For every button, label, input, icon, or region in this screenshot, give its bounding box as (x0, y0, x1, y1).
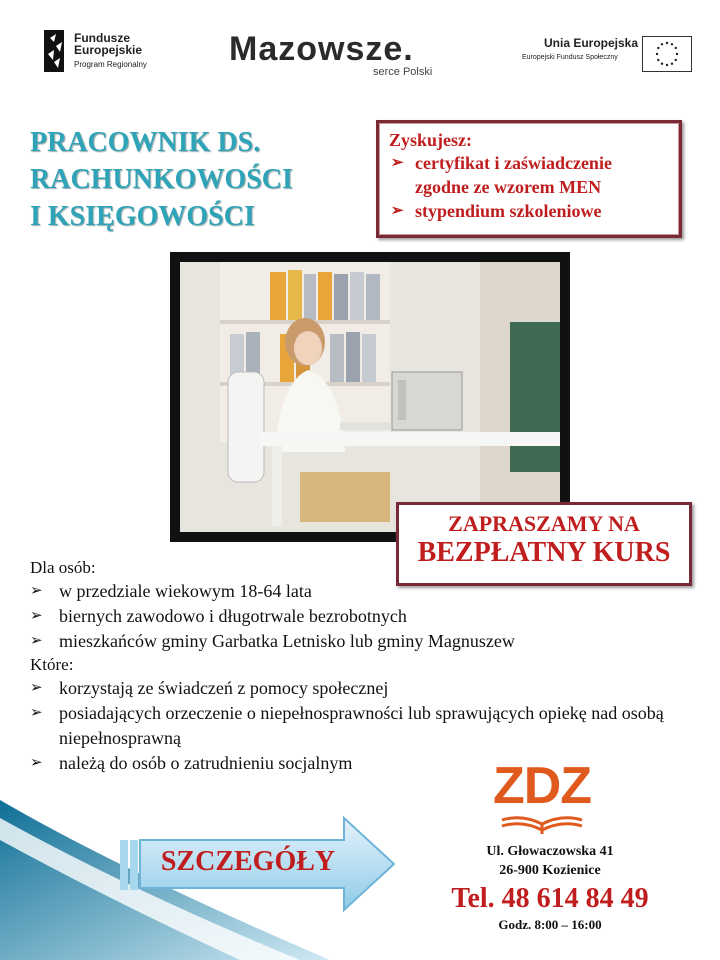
bullet-arrow-icon: ➢ (30, 583, 43, 599)
invite-line-2: BEZPŁATNY KURS (417, 537, 671, 568)
open-book-icon (500, 814, 584, 836)
eu-flag-icon (642, 36, 692, 72)
zdz-logo (490, 757, 594, 840)
list-item: ➢ biernych zawodowo i długotrwale bezrobotnych (30, 604, 690, 629)
office-hours: Godz. 8:00 – 16:00 (498, 917, 602, 932)
unia-europejska-logo (510, 30, 700, 78)
bullet-arrow-icon: ➢ (391, 155, 404, 171)
address-city: 26-900 Kozienice (499, 863, 601, 878)
contact-info (400, 842, 700, 933)
eligibility-list (30, 557, 690, 776)
phone-number[interactable]: Tel. 48 614 84 49 (451, 883, 649, 914)
list-item: ➢ korzystają ze świadczeń z pomocy społecznej (30, 676, 690, 701)
bullet-arrow-icon: ➢ (391, 203, 404, 219)
fe-line1: Fundusze (74, 31, 130, 45)
address-street: Ul. Głowaczowska 41 (486, 844, 614, 859)
mazowsze-logo (225, 30, 455, 80)
title-line-2: RACHUNKOWOŚCI (30, 164, 293, 195)
office-photo-frame (170, 252, 570, 542)
list-item: ➢ mieszkańców gminy Garbatka Letnisko lub gminy Magnuszew (30, 629, 690, 654)
bullet-arrow-icon: ➢ (30, 608, 43, 624)
benefit-item: ➢ certyfikat i zaświadczenie zgodne ze wzorem MEN (391, 153, 612, 197)
list-item: ➢ w przedziale wiekowym 18-64 lata (30, 579, 690, 604)
eligibility-heading-1: Dla osób: (30, 558, 96, 577)
list-item: ➢ posiadających orzeczenie o niepełnosprawności lub sprawujących opiekę nad osobą niepełnosprawną (30, 703, 664, 748)
title-line-1: PRACOWNIK DS. (30, 127, 261, 158)
bullet-arrow-icon: ➢ (30, 705, 43, 721)
ue-line2: Europejski Fundusz Społeczny (522, 54, 618, 61)
title-line-3: I KSIĘGOWOŚCI (30, 201, 255, 232)
bullet-arrow-icon: ➢ (30, 755, 43, 771)
benefits-heading: Zyskujesz: (389, 130, 473, 150)
invite-line-1: ZAPRASZAMY NA (448, 511, 640, 536)
fe-stars-icon (40, 28, 66, 74)
course-title (30, 124, 360, 235)
fe-line2: Europejskie (74, 43, 143, 57)
benefits-box (376, 120, 682, 238)
benefit-item: ➢ stypendium szkoleniowe (391, 201, 602, 221)
office-worker-photo (180, 262, 560, 532)
bullet-arrow-icon: ➢ (30, 680, 43, 696)
ue-line1: Unia Europejska (544, 36, 639, 50)
details-button[interactable] (118, 816, 398, 912)
eligibility-heading-2: Które: (30, 655, 74, 674)
mazowsze-tagline: serce Polski (373, 66, 433, 78)
fundusze-europejskie-logo (40, 28, 180, 78)
bullet-arrow-icon: ➢ (30, 633, 43, 649)
fe-line3: Program Regionalny (74, 60, 147, 69)
zdz-logo-text: ZDZ (492, 757, 592, 815)
list-item: ➢ należą do osób o zatrudnieniu socjalnym (30, 751, 690, 776)
mazowsze-name: Mazowsze. (229, 30, 414, 68)
details-button-label: SZCZEGÓŁY (160, 846, 336, 877)
